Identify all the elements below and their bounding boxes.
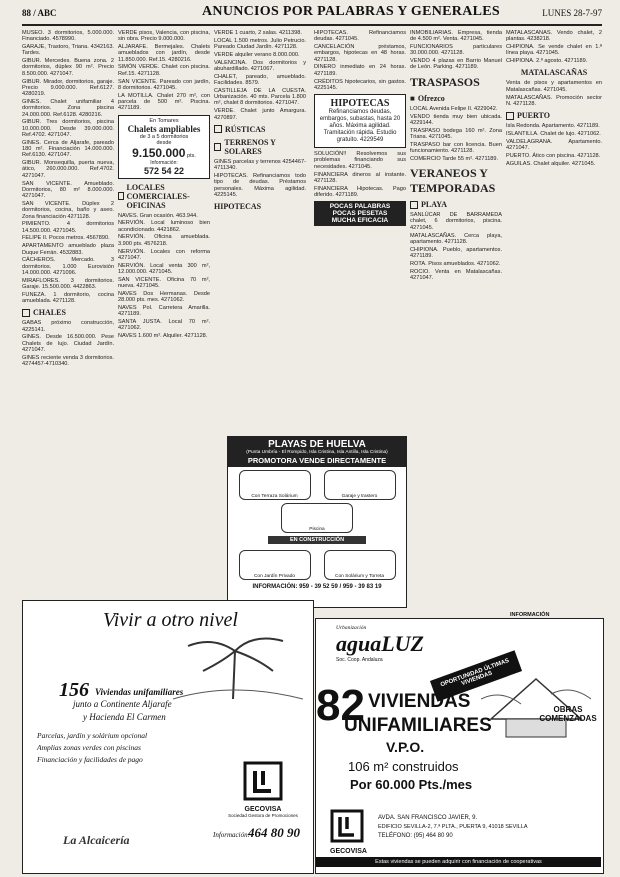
classified-ad: SAN VICENTE. Oficina 70 m², nueva. 4271045. (118, 276, 210, 290)
section-heading: CHALES (22, 308, 114, 317)
classified-ad: DINERO inmediato en 24 horas. 4271189. (314, 64, 406, 77)
ad-promo: Urbanización (336, 625, 367, 631)
vivir-ad (22, 600, 314, 874)
palm-illustration (173, 631, 303, 701)
classified-ad: GINES. Chalet unifamiliar 4 dormitorios. Zona piscina 24.000.000. Ref.6128. 4280216. (22, 98, 114, 118)
address: AVDA. SAN FRANCISCO JAVIER, 9. (378, 815, 478, 821)
classified-ad: NAVES 1.600 m². Alquiler. 4271128. (118, 333, 208, 340)
page-number: 88 / ABC (22, 8, 57, 18)
classified-ad: GINES parcelas y terrenos 4254467-4711340. (214, 158, 306, 172)
obras-label: OBRAS COMENZADAS (539, 705, 597, 723)
section-heading: TERRENOS Y SOLARES (214, 138, 306, 156)
classified-ad: VERDE 1 cuarto, 2 salas. 4211398. (214, 30, 302, 36)
classified-ad: GIBUR. Mirador, dormitorios, garaje. Precio 9.000.000. Ref.6127. 4280219. (22, 78, 114, 98)
ad-line: junto a Continente Aljarafe (73, 699, 172, 709)
phone-label: Información: (213, 831, 250, 839)
agualuz-ad (315, 618, 604, 874)
classified-ad: GIBUR. Mercedes. Buena zona. 2 dormitorios, dúplex 90 m². Precio 8.500.000. 4271047. (22, 58, 114, 77)
phone: TELÉFONO: (95) 464 80 90 (378, 833, 453, 839)
brand-sub: Soc. Coop. Andaluza (336, 657, 383, 663)
classified-ad: NAVES Pol. Carretera Amarilla. 4271189. (118, 304, 210, 318)
area: 106 m² construidos (348, 759, 459, 774)
classified-ad: NAVES. Gran ocasión. 463.944. (118, 212, 198, 219)
classified-ad: LOCAL 1.500 metros. Julio Petrucio. Pareado Ciudad Jardín. 4271128. (214, 37, 306, 51)
classified-ad: ROTA. Pisos amueblados. 4271062. (410, 260, 501, 267)
feature-seal: Garaje y trastero (324, 470, 396, 500)
classified-ad: GINES. Cerca de Aljarafe, pareado 180 m². Financiación 14.000.000. Ref.6130. 4271047. (22, 139, 114, 159)
classified-ad: COMERCIO Tarde 55 m². 4271189. (410, 155, 499, 162)
classified-ad: VERDE alquiler verano 8.000.000. (214, 51, 300, 58)
ad-line: V.P.O. (386, 739, 425, 755)
section-heading: PUERTO (506, 111, 602, 120)
classified-ad: NERVIÓN. Oficina amueblada. 3.900 pts. 4576218. (118, 234, 210, 247)
classified-ad: FINANCIERA dineros al instante. 4271128. (314, 171, 406, 184)
classified-ad: MATALASCAÑAS. Vendo chalet, 2 plantas. 4238218. (506, 30, 602, 43)
classified-ad: CHIPIONA. Pueblo, apartamentos. 4271189. (410, 246, 502, 259)
ad-line: UNIFAMILIARES (344, 715, 492, 736)
classified-ad: VENDO 4 plazas en Barrio Manuel de León. Parking. 4271189. (410, 58, 502, 71)
section-heading: HIPOTECAS (214, 202, 262, 212)
ad-line: Amplias zonas verdes con piscinas (37, 743, 141, 752)
classified-ad: LOCAL Avenida Felipe II. 4229042. (410, 105, 498, 112)
classified-ad: ROCIO. Venta en Matalascañas. 4271047. (410, 268, 502, 281)
classified-ad: CASTILLEJA DE LA CUESTA. Urbanización. 40 mts. Parcela 1.800 m², chalet 8 dormitorios. 4271047. (214, 87, 306, 107)
classified-ad: GINES reciente venda 3 dormitorios. 4274457-4710340. (22, 354, 114, 368)
ad-line: VIVIENDAS (368, 691, 471, 712)
gecovisa-logo: GECOVISA Sociedad Gestora de Promociones (228, 761, 298, 818)
classified-ad: NERVIÓN. Locales con reforma 4271047. (118, 248, 210, 261)
classified-ad: VALDELAGRANA. Apartamento. 4271047. (506, 138, 602, 152)
subheading: ■ Ofrezco (410, 93, 445, 103)
classified-ad: MIRAFLORES. 3 dormitorios. Garaje. 15.500.000. 4422863. (22, 277, 114, 290)
classified-ad: GIBUR. Tres dormitorios, piscina 10.000.000. Desde 39.000.000. Ref.4702. 4271047. (22, 119, 114, 138)
feature-seal: Con Jardín Privado (239, 550, 311, 580)
price: Por 60.000 Pts./mes (350, 777, 473, 792)
column-4 (314, 30, 406, 430)
classified-ad: SOLUCIÓN!! Resolvemos sus problemas financiando sus necesidades. 4271045. (314, 151, 406, 170)
veraneos-heading: VERANEOS Y TEMPORADAS (410, 166, 496, 196)
classified-ad: SAN VICENTE. Dúplex 2 dormitorios, cocina, baño y aseo. Zona financiación 4271128. (22, 200, 114, 220)
classified-ad: CÁCHEROS. Mercado. 3 dormitorios. 1.000 Eurovisión 14.000.000. 4271096. (22, 257, 114, 276)
homes-count: 156 (59, 679, 89, 701)
classified-ad: Isla Redonda. Apartamento. 4271189. (506, 123, 600, 130)
classified-ad: GIBUR. Monsequilla, puerta nueva, ático, 260.000.000. Ref.4702. 4271047. (22, 160, 114, 179)
classified-ad: SAN VICENTE. Amueblado. Dormitorios, 80 m² 8.000.000. 4271047. (22, 180, 114, 200)
info-box: INFORMACIÓN (510, 612, 550, 618)
ad-line: Financiación y facilidades de pago (37, 755, 143, 764)
phone-number: 464 80 90 (248, 825, 300, 840)
classified-ad: ALJARAFE. Bermejales. Chalets amueblados con jardín, desde 11.850.000. Ref.15. 4280216. (118, 44, 210, 63)
classified-ad: VALENCINA. Dos dormitorios y abuhardillado. 4271067. (214, 59, 306, 72)
column-2 (118, 30, 210, 590)
feature-seal: Piscina (281, 503, 353, 533)
classified-ad: SIMÓN VERDE. Chalet con piscina. Ref.15. 4271128. (118, 64, 210, 77)
classified-ad: ISLANTILLA. Chalet de lujo. 4271062. (506, 130, 601, 137)
feature-seal: Con Terraza Solárium (239, 470, 311, 500)
classified-ad: SANLÚCAR DE BARRAMEDA chalet, 6 dormitorios, piscina. 4271045. (410, 212, 502, 231)
classified-ad: SANTA JUSTA. Local 70 m². 4271062. (118, 319, 210, 332)
column-1 (22, 30, 114, 590)
classified-ad: FUNEZA. 1 dormitorio, cocina amueblada. 4271128. (22, 291, 114, 305)
classified-ad: LA MOTILLA. Chalet 270 m², con parcela de 500 m². Piscina. 4271189. (118, 92, 210, 112)
classified-ad: NERVIÓN. Local venta 300 m², 12.000.000. 4271045. (118, 262, 210, 275)
ad-line: Viviendas unifamiliares (95, 687, 184, 697)
feature-seal: Con Solárium y Torreta (324, 550, 396, 580)
homes-number: 82 (316, 681, 365, 730)
classified-ad: FINANCIERA Hipotecas. Pago diferido. 4271189. (314, 185, 406, 198)
opportunity-banner: OPORTUNIDAD ÚLTIMAS VIVIENDAS (430, 650, 522, 701)
page-header (22, 2, 602, 26)
brand-logo: aguaLUZ (336, 631, 424, 656)
section-heading: RÚSTICAS (214, 125, 306, 134)
classified-ad: VERDE. Chalet junto Amargura. 4270897. (214, 108, 306, 121)
classified-ad: HIPOTECAS. Refinanciamos deudas. 4271045. (314, 30, 406, 43)
ad-line: y Hacienda El Carmen (83, 712, 166, 722)
info-phone: INFORMACIÓN: 959 - 39 52 59 / 959 - 39 83 19 (252, 584, 382, 590)
classified-ad: SAN VICENTE. Pareado con jardín, 8 dormitorios. 4271045. (118, 78, 210, 91)
classified-ad: PIMIENTO. 4 dormitorios 14.500.000. 4271045. (22, 221, 114, 234)
classified-ad: MATALASCAÑAS. Promoción sector N. 4271128. (506, 94, 602, 107)
footer-strip: Estas viviendas se pueden adquirir con financiación de cooperativas (316, 857, 601, 867)
footer-logo: La Alcaicería (63, 833, 130, 847)
classified-ad: Venta de pisos y apartamentos en Matalascañas. 4271045. (506, 80, 602, 93)
classified-ad: TRASPASO bodega 160 m². Zona Triana. 4271045. (410, 127, 502, 140)
column-3 (214, 30, 306, 430)
classified-ad: HIPOTECAS. Refinanciamos todo tipo de deudas. Préstamos personales. Máxima agilidad. 4225145. (214, 172, 306, 198)
issue-date: LUNES 28-7-97 (542, 8, 602, 18)
section-title: ANUNCIOS POR PALABRAS Y GENERALES (202, 4, 500, 19)
classified-ad: TRASPASO bar con licencia. Buen funcionamiento. 4271128. (410, 141, 502, 155)
construction-strip: EN CONSTRUCCIÓN (268, 536, 366, 544)
classified-ad: NAVES Dos Hermanas. Desde 28.000 pts. mes. 4271062. (118, 290, 210, 304)
classified-ad: CANCELACIÓN préstamos, embargos, hipotecas en 48 horas. 4271128. (314, 44, 406, 63)
classified-ad: MUSEO. 3 dormitorios, 5.000.000. Financiado. 4578990. (22, 30, 114, 43)
classified-ad: AGUILAS. Chalet alquiler. 4271045. (506, 160, 596, 167)
promo-box: En Tomares Chalets ampliables de 3 a 5 dormitorios desde 9.150.000 pts. Información: 572 54 22 (118, 115, 210, 179)
classified-ad: FUNCIONARIOS particulares 30.000.000. 4271128. (410, 44, 502, 57)
hipotecas-box: HIPOTECAS Refinanciamos deudas, embargos, subastas, hasta 20 años. Máxima agilidad. Tramitación rápida. Estudio gratuito. 4229549 (314, 94, 406, 148)
classified-ad: VERDE pisos, Valencia, con piscina, sin obra. Precio 9.000.000. (118, 30, 210, 43)
classified-ad: GABAS próximo construcción, 4225141. (22, 320, 114, 333)
house-illustration (481, 659, 591, 739)
address-2: EDIFICIO SEVILLA-2, 7.ª PLTA., PUERTA 9, 41018 SEVILLA (378, 824, 528, 830)
classified-ad: MATALASCAÑAS. Cerca playa, apartamento. 4271128. (410, 232, 502, 245)
subheading: PLAYA (410, 200, 502, 209)
classified-ad: GARAJE, Trastoro, Triana. 4342163. Tardes. (22, 44, 114, 57)
classified-ad: CHALET, pareado, amueblado. Facilidades. 8579. (214, 73, 306, 87)
column-5 (410, 30, 502, 590)
classified-ad: VENDO tienda muy bien ubicada. 4229144. (410, 113, 502, 126)
slogan-box: POCAS PALABRAS POCAS PESETAS MUCHA EFICACIA (314, 201, 406, 226)
classified-ad: PUERTO. Ático con piscina. 4271128. (506, 152, 601, 159)
gecovisa-logo: GECOVISA (330, 809, 367, 855)
classified-ad: APARTAMENTO amueblado plaza Duque Ferrán. 4532883. (22, 243, 114, 256)
playas-huelva-ad: PLAYAS DE HUELVA (Punta Umbría - El Rompido, Isla Cristina, Isla Antilla, Isla Cristina) PROMOTORA VENDE DIRECTAMENTE Con Terraza Solárium Garaje y trastero Piscina EN CONSTRUCCIÓN Con Jardín Privado Con Solárium y Torreta INFORMACIÓN: 959 - 39 52 59 / 959 - 39 83 19 (227, 436, 407, 608)
classified-ad: NERVIÓN. Local luminoso bien acondicionado. 4421862. (118, 220, 210, 233)
classified-ad: CRÉDITOS hipotecarios, sin gastos. 4225145. (314, 78, 406, 91)
classified-ad: CHIPIONA. Se vende chalet en 1.ª línea playa. 4271045. (506, 44, 602, 57)
traspasos-heading: TRASPASOS (410, 74, 480, 89)
section-heading: MATALASCAÑAS (520, 68, 588, 78)
ad-line: Parcelas, jardín y solárium opcional (37, 731, 148, 740)
classified-ad: CHIPIONA. 2.º agosto. 4271189. (506, 58, 588, 65)
classified-ad: INMOBILIARIAS. Empresa, tienda de 4.500 m². Venta. 4271045. (410, 30, 502, 43)
section-heading: LOCALES COMERCIALES-OFICINAS (118, 183, 210, 210)
column-6 (506, 30, 602, 610)
classified-ad: GINES. Desde 16.500.000. Pese Chalets de lujo. Ciudad Jardín. 4271047. (22, 334, 114, 354)
classified-ad: FELIPE II. Pocos metros. 4567890. (22, 235, 110, 242)
ad-headline: Vivir a otro nivel (103, 609, 238, 631)
